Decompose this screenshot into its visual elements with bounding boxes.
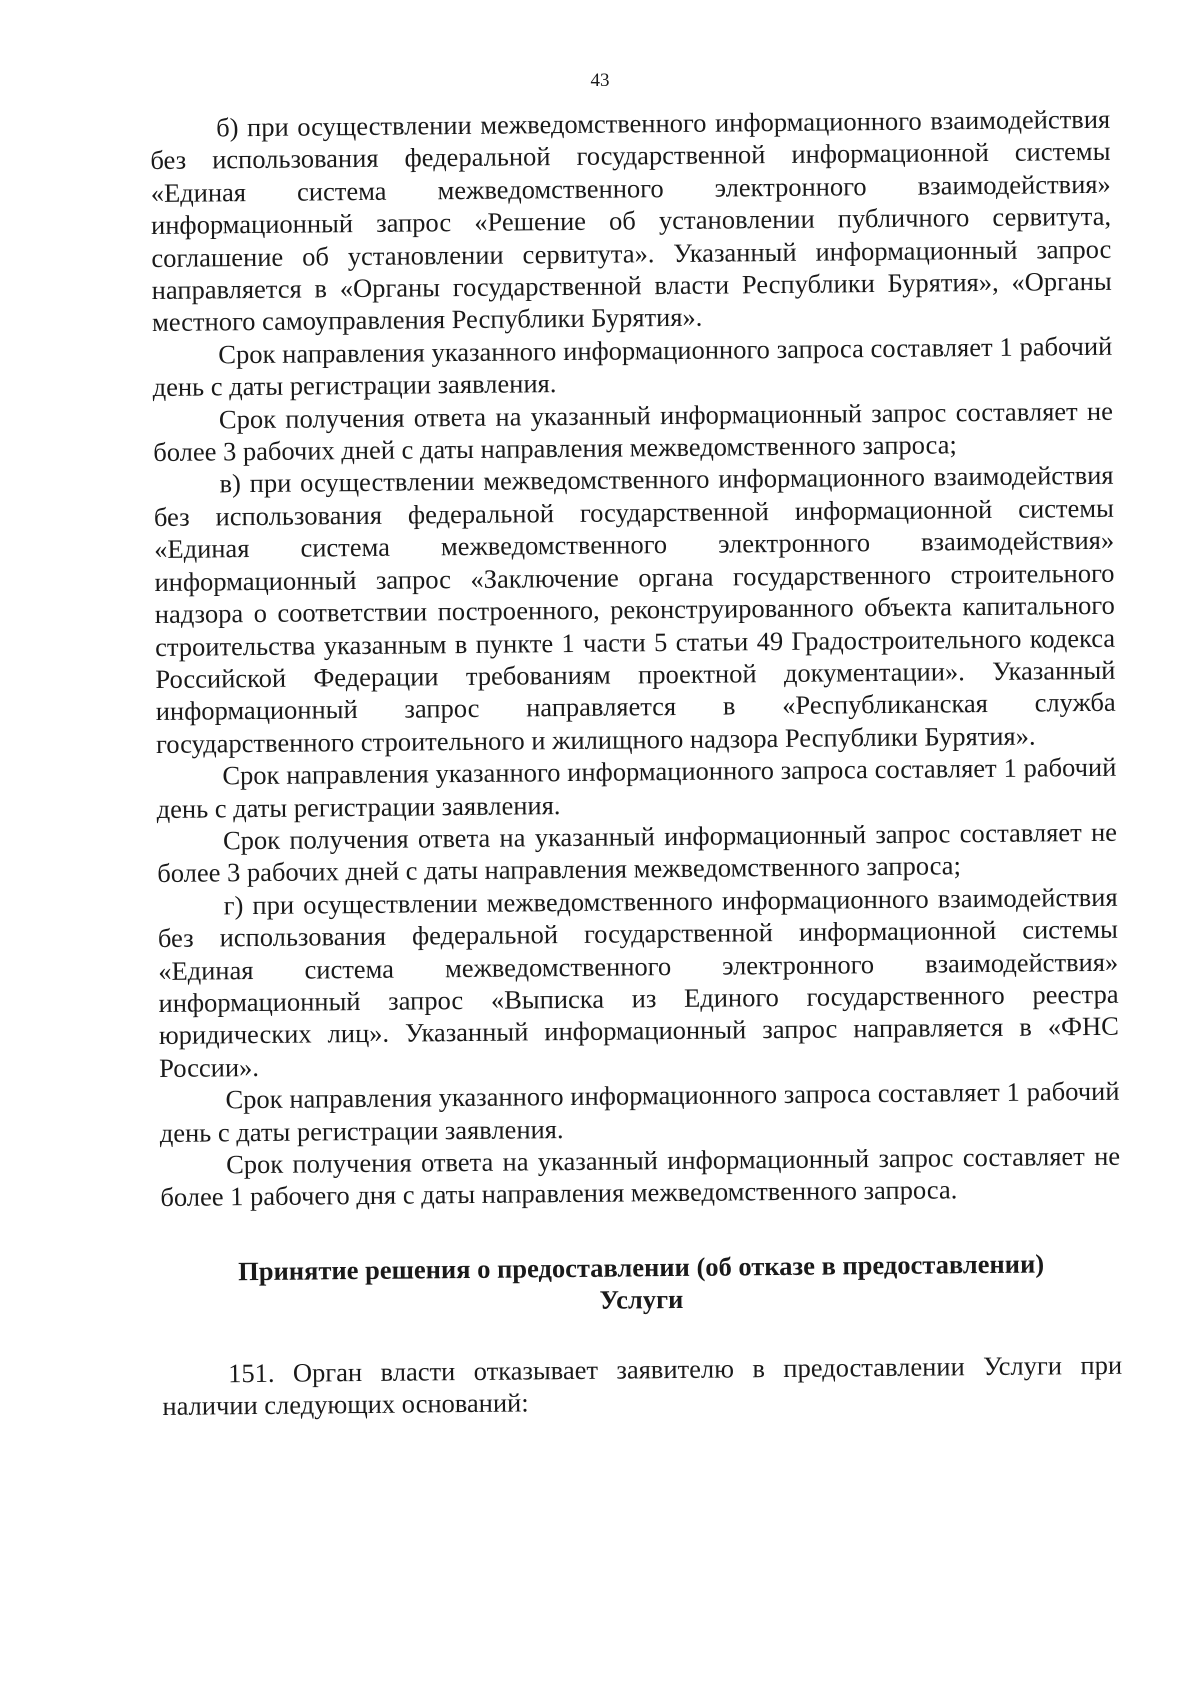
page-number: 43 xyxy=(590,70,610,91)
paragraph-v-response-term: Срок получения ответа на указанный информационный запрос составляет не более 3 рабочих дней с даты направления межведомственного запроса; xyxy=(157,816,1118,889)
paragraph-b-send-term: Срок направления указанного информационного запроса составляет 1 рабочий день с даты регистрации заявления. xyxy=(152,330,1113,403)
document-body xyxy=(150,103,1123,1423)
section-heading-line1: Принятие решения о предоставлении (об отказе в предоставлении) xyxy=(238,1248,1045,1287)
paragraph-v-send-term: Срок направления указанного информационного запроса составляет 1 рабочий день с даты регистрации заявления. xyxy=(156,751,1117,824)
paragraph-b-response-term: Срок получения ответа на указанный информационный запрос составляет не более 3 рабочих дней с даты направления межведомственного запроса; xyxy=(153,395,1114,468)
section-heading xyxy=(161,1247,1122,1320)
clause-151: 151. Орган власти отказывает заявителю в предоставлении Услуги при наличии следующих оснований: xyxy=(162,1349,1123,1422)
paragraph-g-response-term: Срок получения ответа на указанный информационный запрос составляет не более 1 рабочего дня с даты направления межведомственного запроса. xyxy=(160,1140,1121,1213)
section-heading-line2: Услуги xyxy=(599,1283,684,1315)
paragraph-g-request: г) при осуществлении межведомственного информационного взаимодействия без использования федеральной государственной информационной системы «Единая система межведомственного электронного взаимодействия» информационный запрос «Выписка из Единого государственного реестра юридических лиц». Указанный информационный запрос направляется в «ФНС России». xyxy=(157,881,1119,1083)
paragraph-g-send-term: Срок направления указанного информационного запроса составляет 1 рабочий день с даты регистрации заявления. xyxy=(159,1075,1120,1148)
paragraph-v-request: в) при осуществлении межведомственного информационного взаимодействия без использования федеральной государственной информационной системы «Единая система межведомственного электронного взаимодействия» информационный запрос «Заключение органа государственного строительного надзора о соответствии построенного, реконструированного объекта капитального строительства указанным в пункте 1 части 5 статьи 49 Градостроительного кодекса Российской Федерации требованиям проектной документации». Указанный информационный запрос направляется в «Республиканская служба государственного строительного и жилищного надзора Республики Бурятия». xyxy=(153,460,1116,759)
paragraph-b-request: б) при осуществлении межведомственного информационного взаимодействия без использования федеральной государственной информационной системы «Единая система межведомственного электронного взаимодействия» информационный запрос «Решение об установлении публичного сервитута, соглашение об установлении сервитута». Указанный информационный запрос направляется в «Органы государственной власти Республики Бурятия», «Органы местного самоуправления Республики Бурятия». xyxy=(150,103,1112,338)
